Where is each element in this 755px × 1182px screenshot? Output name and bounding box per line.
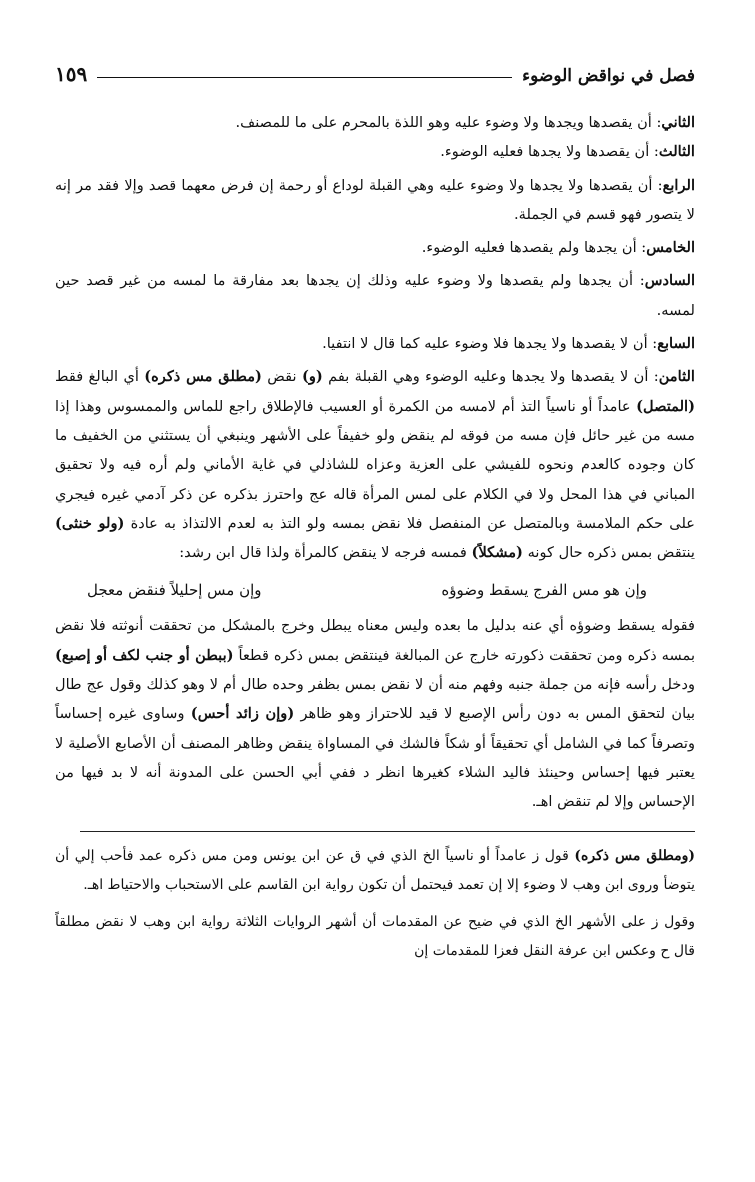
bold-term: (و): [301, 368, 323, 386]
paragraph-label: الخامس: [646, 239, 695, 257]
text-segment: فقوله يسقط وضوؤه أي عنه بدليل ما بعده وليس معناه يبطل وخرج بالمشكل من تحققت أنوثته فلا نقض بمسه ذكره ومن تحققت ذكورته خارج عن المبالغة فينتقض بمس ذكره قطعاً: [55, 617, 696, 664]
text-segment: وقول ز على الأشهر الخ الذي في ضيح عن المقدمات أن أشهر الروايات الثلاثة رواية ابن وهب لا نقض مطلقاً قال ح وعكس ابن عرفة النقل فعزا للمقدمات إن: [55, 913, 695, 959]
paragraph-text: : أن لا يقصدها ولا يجدها فلا وضوء عليه كما قال لا انتفيا.: [322, 335, 658, 353]
bold-term: (ولو خنثى): [55, 514, 125, 532]
running-header: [55, 56, 695, 86]
text-segment: أي البالغ فقط: [55, 368, 145, 386]
text-segment: وساوى غيره إحساساً وتصرفاً كما في الشامل أي تحقيقاً أو شكاً فالشك في المساواة ينقض وظاهر المصنف أن الأصابع الأصلية لا يعتبر فيها إحساس وحينئذ فاليد الشلاء كغيرها انظر د ففي أبي الحسن على المدونة أنه لا بد فيها من الإحساس وإلا لم تنقض اهـ.: [55, 705, 695, 811]
text-segment: قول ز عامداً أو ناسياً الخ الذي في ق عن ابن يونس ومن مس ذكره عمد فأحب إلي أن يتوضأ وروى ابن وهب لا وضوء إلا إن تعمد فيحتمل أن تكون رواية ابن القاسم على الاستحباب والاحتياط اهـ.: [55, 847, 695, 893]
paragraph-text: : أن يجدها ولم يقصدها ولا وضوء عليه وذلك إن يجدها بعد مفارقة ما لمسه من غير قصد حين لمسه.: [55, 272, 695, 319]
footnote-separator: [80, 831, 695, 832]
bold-term: (ومطلق مس ذكره): [574, 847, 695, 864]
paragraph-fourth: [55, 171, 695, 230]
paragraph-label: السادس: [644, 272, 695, 290]
bold-term: (ببطن أو جنب لكف أو إصبع): [55, 646, 234, 664]
text-segment: عامداً أو ناسياً التذ أم لامسه من الكمرة أو العسيب فالإطلاق راجع للماس والممسوس وهذا إذا مسه من غير حائل فإن مسه من فوقه لم ينقض ولو خفيفاً على الأشهر وينبغي أن يستثني من الخفيف ما كان وجوده كالعدم ونحوه للفيشي على العزية وعزاه للشاذلي في غاية الأماني ولم أره فيه ولا تحقيق المباني في هذا المحل ولا في الكلام على لمس المرأة قاله عج واحترز بذكره عن ذكر آدمي غيره فيجري على حكم الملامسة وبالمتصل عن المنفصل فلا نقض بمسه ولو التذ به لعدم الالتذاذ به عادة: [55, 397, 696, 532]
chapter-title: فصل في نواقض الوضوء: [522, 66, 695, 86]
paragraph-third: [55, 137, 695, 166]
footnote-second: [55, 908, 695, 966]
paragraph-text: : أن يقصدها ولا يجدها فعليه الوضوء.: [440, 143, 659, 161]
footnotes: [55, 842, 695, 966]
footnote-first: [55, 842, 695, 900]
text-segment: نقض: [261, 368, 302, 386]
paragraph-second: [55, 108, 695, 137]
bold-term: (وإن زائد أحس): [190, 705, 295, 723]
bold-term: (مطلق مس ذكره): [144, 368, 262, 386]
paragraph-text: : أن يقصدها ولا يجدها ولا وضوء عليه وهي القبلة لوداع أو رحمة إن فرض معهما قصد وإلا فقد مر إنه لا يتصور فهو قسم في الجملة.: [55, 176, 695, 223]
main-text: [55, 108, 695, 817]
paragraph-text: : أن يقصدها ويجدها ولا وضوء عليه وهو اللذة بالمحرم على ما للمصنف.: [235, 114, 662, 131]
paragraph-label: الرابع: [662, 176, 695, 194]
paragraph-eighth: [55, 362, 695, 567]
text-segment: : أن لا يقصدها ولا يجدها وعليه الوضوء وهي القبلة بفم: [322, 368, 659, 386]
verse-hemistich-first: وإن هو مس الفرج يسقط وضوؤه: [441, 581, 647, 600]
paragraph-label: الثالث: [658, 143, 695, 161]
text-segment: ودخل رأسه فإنه من جملة جنبه وفهم منه أن لا نقض بمس بظفر وحده طال أم لا وهو كذلك وقول عج طال بيان لتحقق المس به دون رأس الإصبع لا قيد للاحتراز وهو ظاهر: [55, 676, 696, 723]
paragraph-label: الثامن: [658, 368, 695, 386]
paragraph-label: السابع: [657, 335, 695, 353]
bold-term: (مشكلاً): [471, 544, 523, 562]
paragraph-fifth: [55, 233, 695, 262]
paragraph-commentary: [55, 611, 695, 816]
poetry-verse: [55, 567, 695, 611]
page-number: ١٥٩: [55, 62, 88, 86]
text-segment: ينتقض بمس ذكره حال كونه: [522, 544, 695, 562]
paragraph-text: : أن يجدها ولم يقصدها فعليه الوضوء.: [421, 239, 647, 257]
paragraph-seventh: [55, 329, 695, 358]
paragraph-sixth: [55, 266, 695, 325]
paragraph-label: الثاني: [661, 114, 695, 131]
header-rule: [97, 77, 512, 78]
verse-hemistich-second: وإن مس إحليلاً فنقض معجل: [87, 581, 262, 600]
bold-term: (المتصل): [636, 397, 695, 415]
text-segment: فمسه فرجه لا ينقض كالمرأة ولذا قال ابن رشد:: [179, 544, 472, 562]
